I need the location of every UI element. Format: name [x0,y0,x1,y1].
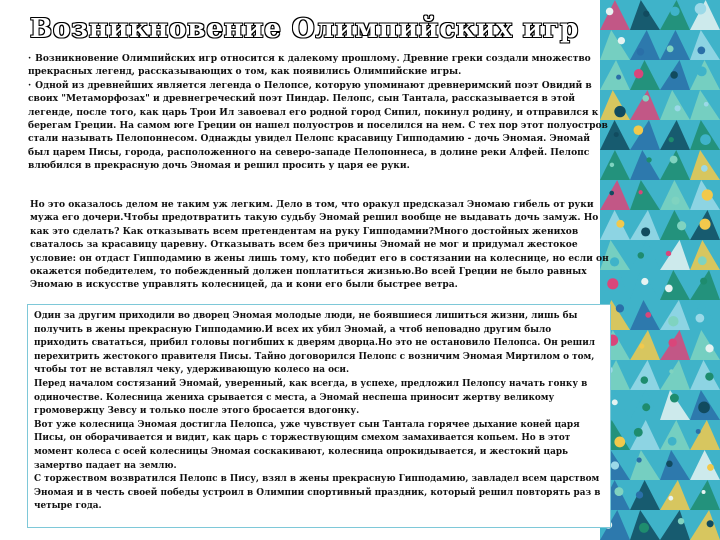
pattern-dot [698,256,707,265]
pattern-dot [638,252,645,259]
pattern-dot [614,132,619,137]
pattern-dot [670,394,679,403]
pattern-dot [637,457,642,462]
story-paragraph [30,198,610,292]
pattern-dot [670,7,679,16]
pattern-dot [707,520,714,527]
box-paragraph-3: Вот уже колесница Эномая достигла Пелопса, уже чувствует сын Тантала горячее дыхание коней царя Писы, он оборачивается и видит, как царь с торжествующим смехом замахивается копьем. Но в этот момент колеса с осей колесницы Эномая соскакивают, колесница опрокидывается, и жестокий царь замертво падает на землю. [34,419,580,471]
pattern-dot [675,105,681,111]
pattern-dot [641,376,649,384]
pattern-dot [639,523,649,533]
story-box [27,304,611,528]
pattern-dot [695,3,707,15]
pattern-dot [610,257,619,266]
pattern-dot [668,496,673,501]
pattern-dot [611,461,619,469]
pattern-dot [698,402,710,414]
box-paragraph-4: С торжеством возвратился Пелопс в Пису, взял в жены прекрасную Гипподамию, завладел всем царством Эномая и в честь своей победы устроил в Олимпии спортивный праздник, который решил повторять раз в четыре года. [34,474,601,512]
pattern-dot [697,46,705,54]
pattern-dot [645,312,651,318]
pattern-dot [705,344,713,352]
pattern-dot [701,165,708,172]
pattern-dot [643,11,649,17]
pattern-dot [614,106,625,117]
pattern-dot [666,251,671,256]
bullet-marker: · [28,79,32,91]
box-paragraph-1: Один за другим приходили во дворец Эномая молодые люди, не боявшиеся лишиться жизни, лишь бы получить в жены прекрасную Гипподамию.И всех их убил Эномай, а чтоб неповадно другим было приходить свататься, прибил головы погибших к дверям дворца.Но это не остановило Пелопса. Он решил перехитрить жестокого правителя Писы. Тайно договорился Пелопс с возничим Эномая Миртилом о том, чтобы тот не вставлял чеку, удерживающую колесо на оси. [34,311,596,376]
pattern-dot [616,304,624,312]
pattern-dot [639,344,644,349]
pattern-dot [669,369,673,373]
box-paragraph-2: Перед началом состязаний Эномай, уверенный, как всегда, в успехе, предложил Пелопсу начать гонку в одиночестве. Колесница жениха срывается с места, а Эномай неспеша приносит жертву великому громовержцу Зевсу и только после этого бросается вдогонку. [34,378,588,417]
pattern-dot [634,125,644,135]
bullet-list [28,52,610,173]
pattern-dot [697,66,707,76]
pattern-dot [700,278,707,285]
pattern-dot [638,190,642,194]
pattern-dot [641,278,648,285]
pattern-dot [636,491,643,498]
bullet-item-1 [28,52,610,79]
olympic-patchwork-pattern [600,0,720,540]
bullet-marker: · [28,53,32,64]
pattern-dot [705,372,713,380]
pattern-dot [642,95,649,102]
pattern-dot [618,37,625,44]
pattern-dot [616,75,621,80]
pattern-dot [666,461,672,467]
pattern-dot [646,157,651,162]
pattern-dot [670,71,678,79]
pattern-dot [668,338,676,346]
pattern-dot [671,197,679,205]
pattern-dot [612,399,618,405]
pattern-dot [696,314,705,323]
bullet-text-2: Одной из древнейших является легенда о Пелопсе, которую упоминают древнеримский поэт Овидий в своих "Метаморфозах" и древнегреческий поэт Пиндар. Пелопс, сын Тантала, рассказывается в этой легенде, после того, как царь Трои Ил завоевал его родной город Сипил, покинул родину, и отправился к берегам Греции. На самом юге Греции он нашел полуостров и поселился на нем. С тех пор этот полуостров стали называть Пелопоннесом. Однажды увидел Пелопс красавицу Гипподамию - дочь Эномая. Эномай был царем Писы, города, расположенного на северо-западе Пелопоннеса, в долине реки Алфей. Пелопс влюбился в прекрасную дочь Эномая и решил просить у царя ее руки. [28,79,608,172]
pattern-dot [616,220,624,228]
pattern-dot [665,285,673,293]
pattern-dot [677,221,686,230]
pattern-dot [610,163,615,168]
pattern-dot [668,316,678,326]
pattern-dot [700,219,711,230]
pattern-dot [668,437,677,446]
pattern-dot [637,48,645,56]
pattern-dot [700,134,711,145]
bullet-item-2 [28,79,610,173]
pattern-dot [702,490,706,494]
pattern-dot [696,429,701,434]
pattern-dot [704,102,709,107]
pattern-dot [609,191,614,196]
paragraph-text: Но это оказалось делом не таким уж легким. Дело в том, что оракул предсказал Эномаю гибель от руки мужа его дочери.Чтобы предотвратить такую судьбу Эномай решил вообще не выдавать дочь замуж. Но как это сделать? Как отказывать всем претендентам на руку Гипподамии?Много достойных женихов сваталось за красавицу царевну. Отказывать всем без причины Эномай не мог и придумал жестокое условие: он отдаст Гипподамию в жены лишь тому, кто победит его в состязании на колеснице, но если он окажется победителем, то побежденный должен поплатиться жизнью.Во всей Греции не было равных Эномаю в искусстве управлять колесницей, да и кони его были быстрее ветра. [30,199,609,291]
pattern-dot [641,227,650,236]
pattern-dot [614,487,623,496]
pattern-dot [669,137,674,142]
pattern-dot [678,518,684,524]
pattern-dot [670,156,678,164]
pattern-dot [634,69,643,78]
slide-title: Возникновение Олимпийских игр [30,14,580,44]
pattern-dot [614,437,625,448]
pattern-dot [642,403,650,411]
bullet-text-1: Возникновение Олимпийских игр относится к далекому прошлому. Древние греки создали множество прекрасных легенд, рассказывающих о том, как появились Олимпийские игры. [28,53,591,78]
pattern-dot [707,464,714,471]
pattern-dot [634,428,643,437]
pattern-dot [667,45,674,52]
pattern-dot [702,189,713,200]
pattern-dot [606,8,614,16]
